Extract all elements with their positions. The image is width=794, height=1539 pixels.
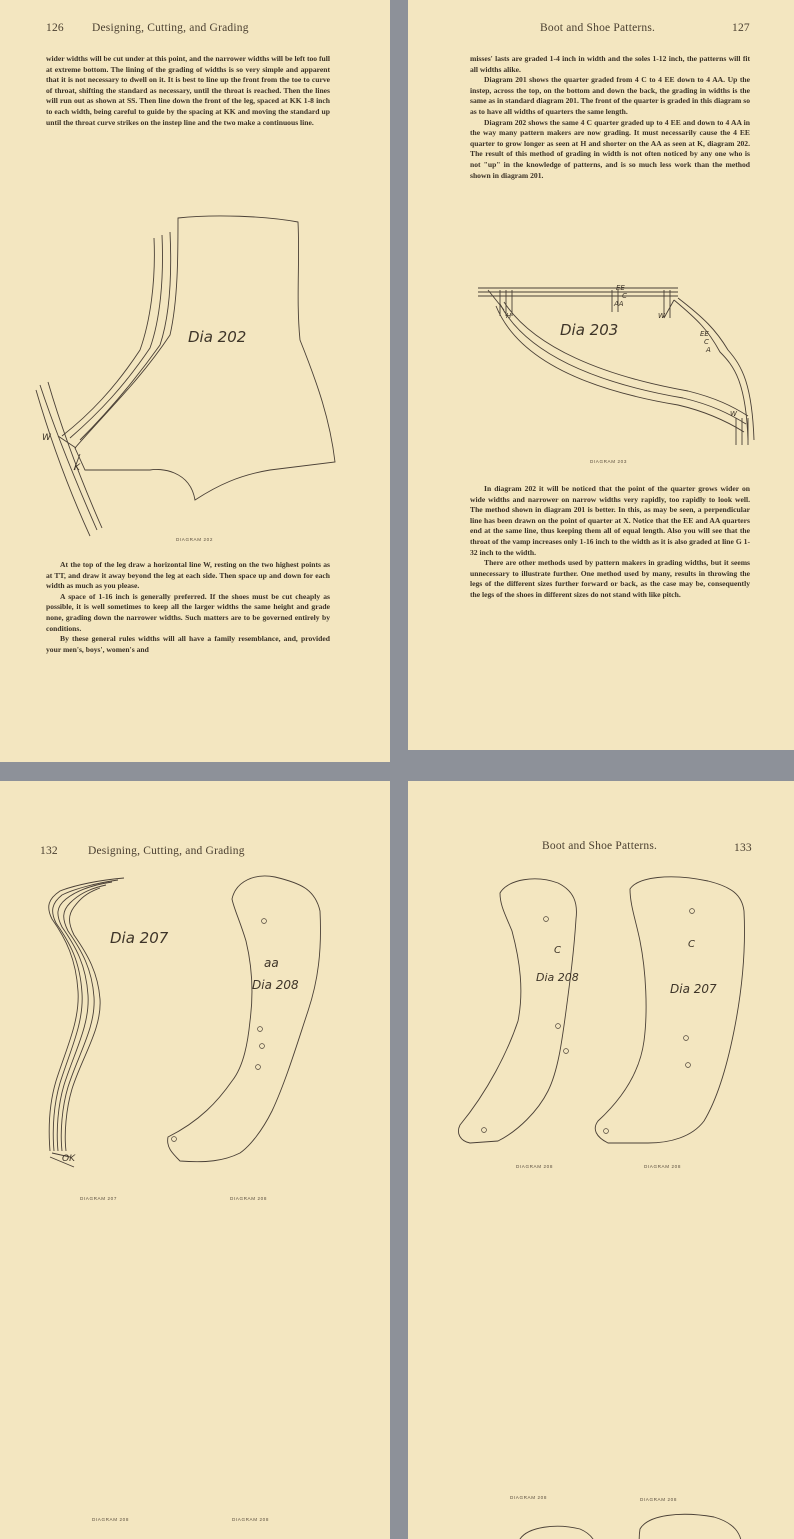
punch-hole [260, 1044, 265, 1049]
diagram-mark: EE [616, 284, 625, 292]
punch-hole [686, 1063, 691, 1068]
body-text-bottom [46, 560, 330, 655]
grade-line [504, 302, 748, 416]
diagram-caption: DIAGRAM 208 [92, 1517, 129, 1522]
grade-line [61, 885, 106, 1151]
diagram-207-outline [49, 878, 124, 1151]
diagram-label: Dia 202 [188, 328, 247, 346]
paragraph: By these general rules widths will all have a family resemblance, and, provided your men's, boys', women's and [46, 634, 330, 654]
paragraph: wider widths will be cut under at this point, and the narrower widths will be left too full at extreme bottom. The lining of the grading of widths is so very simple and apparent that it is not necessary to dwell on it. It is best to line up the front from the toe to curve of throat, shifting the standard as necessary, until the throat is reached. Then the lines will run out as shown at SS. Then line down the front of the leg, spaced at KK 1-8 inch to each width, being careful to guide by the spacing at KK and moving the standard up until the throat curve strikes on the instep line and the two make a continuous line. [46, 54, 330, 127]
grade-line [57, 882, 112, 1151]
diagram-mark: A [706, 346, 711, 354]
diagram-mark: W [730, 410, 737, 418]
diagram-caption: DIAGRAM 208 [232, 1517, 269, 1522]
diagram-mark: C [554, 945, 561, 956]
paragraph: Diagram 201 shows the quarter graded from 4 C to 4 EE down to 4 AA. Up the instep, across the top, on the bottom and down the back, the grading in widths is the same as in standard diagram 201. The front of the quarter is graded in this diagram so as to have all widths of quarters the same length. [470, 75, 750, 116]
diagram-caption: DIAGRAM 208 [640, 1497, 677, 1502]
paragraph: In diagram 202 it will be noticed that the point of the quarter grows wider on wide widths and narrower on narrow widths very rapidly, too rapidly to look well. The method shown in diagram 201 is better. In this, as may be seen, a perpendicular line has been drawn on the point of quarter at X. Notice that the EE and AA quarters end at the same line, thus keeping them all of equal length. Also you will see that the throat of the vamp increases only 1-16 inch to the width as it is also graded at line G 1-32 inch to the width. [470, 484, 750, 557]
running-head: Boot and Shoe Patterns. [540, 22, 656, 34]
running-head: Designing, Cutting, and Grading [88, 845, 245, 857]
punch-hole [556, 1024, 561, 1029]
paragraph: At the top of the leg draw a horizontal line W, resting on the two highest points as at TT, and draw it away beyond the leg at each side. Then space up and down for each width as much as you please. [46, 560, 330, 591]
diagram-mark: W [658, 312, 665, 320]
diagram-207-outline [595, 877, 744, 1143]
page-132 [0, 781, 390, 1539]
grade-line [62, 238, 154, 436]
punch-hole [172, 1137, 177, 1142]
diagram-caption: DIAGRAM 202 [176, 537, 213, 542]
diagram-caption: DIAGRAM 203 [590, 459, 627, 464]
diagram-mark: C [704, 338, 709, 346]
grade-line [80, 232, 171, 440]
page-number: 127 [732, 22, 750, 34]
diagram-caption: DIAGRAM 207 [80, 1196, 117, 1201]
paragraph: misses' lasts are graded 1-4 inch in width and the soles 1-12 inch, the patterns will fit all widths alike. [470, 54, 750, 74]
body-text-bottom [470, 484, 750, 601]
page-126 [0, 0, 390, 762]
diagram-208-aa-outline [168, 876, 321, 1162]
punch-hole [544, 917, 549, 922]
diagram-label: Dia 207 [670, 982, 717, 996]
grade-line [65, 888, 100, 1151]
diagram-202-outline [75, 216, 335, 500]
punch-hole [482, 1128, 487, 1133]
diagram-mark: OK [62, 1154, 75, 1164]
diagram-mark: EE [700, 330, 709, 338]
diagram-label: Dia 208 [252, 978, 299, 992]
grade-line [478, 292, 678, 296]
diagram-mark: W [42, 433, 51, 443]
diagram-mark: C [688, 939, 695, 950]
diagram-label: Dia 208 [536, 971, 579, 984]
page-number: 132 [40, 845, 58, 857]
grade-line [736, 418, 748, 445]
diagram-caption: DIAGRAM 208 [510, 1495, 547, 1500]
punch-hole [258, 1027, 263, 1032]
diagram-208-E-outline [593, 1514, 742, 1539]
diagram-mark: AA [614, 300, 624, 308]
diagram-208-C-outline [458, 879, 576, 1143]
grade-line [48, 382, 102, 528]
punch-hole [684, 1036, 689, 1041]
paragraph: Diagram 202 shows the same 4 C quarter graded up to 4 EE and down to 4 AA in the way many pattern makers are now grading. It must necessarily cause the 4 EE quarter to grow longer as seen at H and shorter on the AA as seen at K, diagram 202. The result of this method of grading in width is not often noticed by any one who is not "up" in the knowledge of patterns, and is so much less work than the method shown in diagram 201. [470, 117, 750, 180]
page-127 [408, 0, 794, 750]
punch-hole [256, 1065, 261, 1070]
diagram-208-figures [408, 781, 794, 1539]
diagram-caption: DIAGRAM 208 [644, 1164, 681, 1169]
punch-hole [564, 1049, 569, 1054]
diagram-207-208-figures [0, 781, 390, 1539]
page-133 [408, 781, 794, 1539]
grade-line [678, 298, 754, 440]
running-head: Boot and Shoe Patterns. [542, 840, 658, 852]
grade-line [40, 385, 97, 530]
page-number: 133 [734, 842, 752, 854]
running-head: Designing, Cutting, and Grading [92, 22, 249, 34]
grade-line [53, 880, 118, 1151]
page-number: 126 [46, 22, 64, 34]
diagram-label: Dia 207 [110, 929, 169, 947]
diagram-203-figure [408, 0, 794, 750]
diagram-mark: C [622, 292, 627, 300]
grade-line [500, 304, 746, 424]
paragraph: A space of 1-16 inch is generally preferred. If the shoes must be cut cheaply as possible, it is well sometimes to keep all the larger widths the same height and grade none, grading down the narrower widths. Such matters are to be governed entirely by conditions. [46, 591, 330, 633]
punch-hole [604, 1129, 609, 1134]
diagram-caption: DIAGRAM 208 [516, 1164, 553, 1169]
diagram-mark: K [74, 463, 80, 473]
diagram-208-D-outline [467, 1526, 598, 1539]
diagram-mark: H [506, 312, 512, 320]
diagram-caption: DIAGRAM 208 [230, 1196, 267, 1201]
punch-hole [262, 919, 267, 924]
diagram-label: Dia 203 [560, 321, 619, 339]
punch-hole [690, 909, 695, 914]
grade-line [664, 300, 674, 318]
grade-line [70, 235, 163, 438]
diagram-mark: aa [264, 956, 279, 970]
quarter-outline [496, 306, 744, 432]
paragraph: There are other methods used by pattern makers in grading widths, but it seems unnecessary to illustrate further. One method used by many, results in throwing the legs of the different sizes further forward or back, as the case may be, consequently the legs of the shoes in different sizes do not stand with like pitch. [470, 558, 750, 599]
